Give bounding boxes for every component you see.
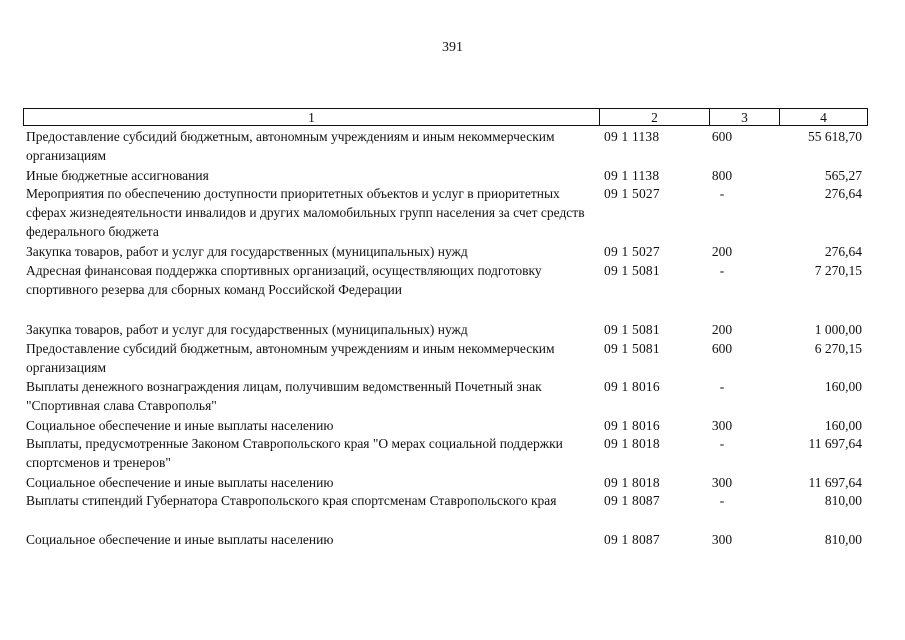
row-name: Закупка товаров, работ и услуг для государственных (муниципальных) нужд: [26, 244, 468, 259]
row-code: 09 1 8087: [604, 493, 660, 508]
row-name: Предоставление субсидий бюджетным, автономным учреждениям и иным некоммерческим организациям: [26, 129, 555, 163]
row-code: 09 1 1138: [604, 168, 660, 183]
column-header-2: 2: [599, 109, 709, 125]
row-type: 600: [711, 129, 733, 144]
row-type: 200: [711, 244, 733, 259]
column-header-3: 3: [709, 109, 779, 125]
row-name: Закупка товаров, работ и услуг для государственных (муниципальных) нужд: [26, 322, 468, 337]
row-amount: 565,27: [824, 168, 862, 183]
row-amount: 11 697,64: [808, 436, 862, 451]
row-code: 09 1 8087: [604, 532, 660, 547]
row-code: 09 1 8016: [604, 379, 660, 394]
row-type: 600: [711, 341, 733, 356]
row-name: Социальное обеспечение и иные выплаты населению: [26, 418, 334, 433]
row-type: -: [719, 379, 725, 394]
row-amount: 1 000,00: [814, 322, 862, 337]
row-name: Выплаты денежного вознаграждения лицам, получившим ведомственный Почетный знак "Спортивная слава Ставрополья": [26, 379, 542, 413]
row-name: Адресная финансовая поддержка спортивных организаций, осуществляющих подготовку спортивного резерва для сборных команд Российской Федерации: [26, 263, 542, 297]
row-name: Выплаты стипендий Губернатора Ставропольского края спортсменам Ставропольского края: [26, 493, 557, 508]
column-header-1: 1: [308, 110, 315, 125]
row-amount: 160,00: [824, 418, 862, 433]
row-code: 09 1 5027: [604, 186, 660, 201]
row-amount: 276,64: [824, 244, 862, 259]
row-name: Предоставление субсидий бюджетным, автономным учреждениям и иным некоммерческим организациям: [26, 341, 555, 375]
row-type: -: [719, 186, 725, 201]
page-number: 391: [442, 40, 463, 55]
row-type: -: [719, 436, 725, 451]
row-name: Выплаты, предусмотренные Законом Ставропольского края "О мерах социальной поддержки спортсменов и тренеров": [26, 436, 563, 470]
row-code: 09 1 5081: [604, 322, 660, 337]
row-code: 09 1 5081: [604, 341, 660, 356]
row-amount: 276,64: [824, 186, 862, 201]
row-amount: 7 270,15: [814, 263, 862, 278]
row-type: 300: [711, 418, 733, 433]
row-code: 09 1 8018: [604, 436, 660, 451]
row-amount: 11 697,64: [808, 475, 862, 490]
row-code: 09 1 8016: [604, 418, 660, 433]
row-name: Социальное обеспечение и иные выплаты населению: [26, 475, 334, 490]
row-amount: 55 618,70: [808, 129, 862, 144]
row-amount: 810,00: [824, 493, 862, 508]
row-type: 300: [711, 532, 733, 547]
row-code: 09 1 5027: [604, 244, 660, 259]
row-code: 09 1 5081: [604, 263, 660, 278]
row-type: -: [719, 493, 725, 508]
table-header: [23, 108, 868, 126]
row-amount: 160,00: [824, 379, 862, 394]
row-code: 09 1 1138: [604, 129, 660, 144]
column-header-4: 4: [779, 109, 867, 125]
row-name: Иные бюджетные ассигнования: [26, 168, 209, 183]
row-name: Мероприятия по обеспечению доступности приоритетных объектов и услуг в приоритетных сферах жизнедеятельности инвалидов и других маломобильных групп населения за счет средств федерального бюджета: [26, 186, 585, 239]
row-amount: 810,00: [824, 532, 862, 547]
row-amount: 6 270,15: [814, 341, 862, 356]
row-type: 200: [711, 322, 733, 337]
row-type: -: [719, 263, 725, 278]
row-type: 300: [711, 475, 733, 490]
row-code: 09 1 8018: [604, 475, 660, 490]
row-type: 800: [711, 168, 733, 183]
row-name: Социальное обеспечение и иные выплаты населению: [26, 532, 334, 547]
